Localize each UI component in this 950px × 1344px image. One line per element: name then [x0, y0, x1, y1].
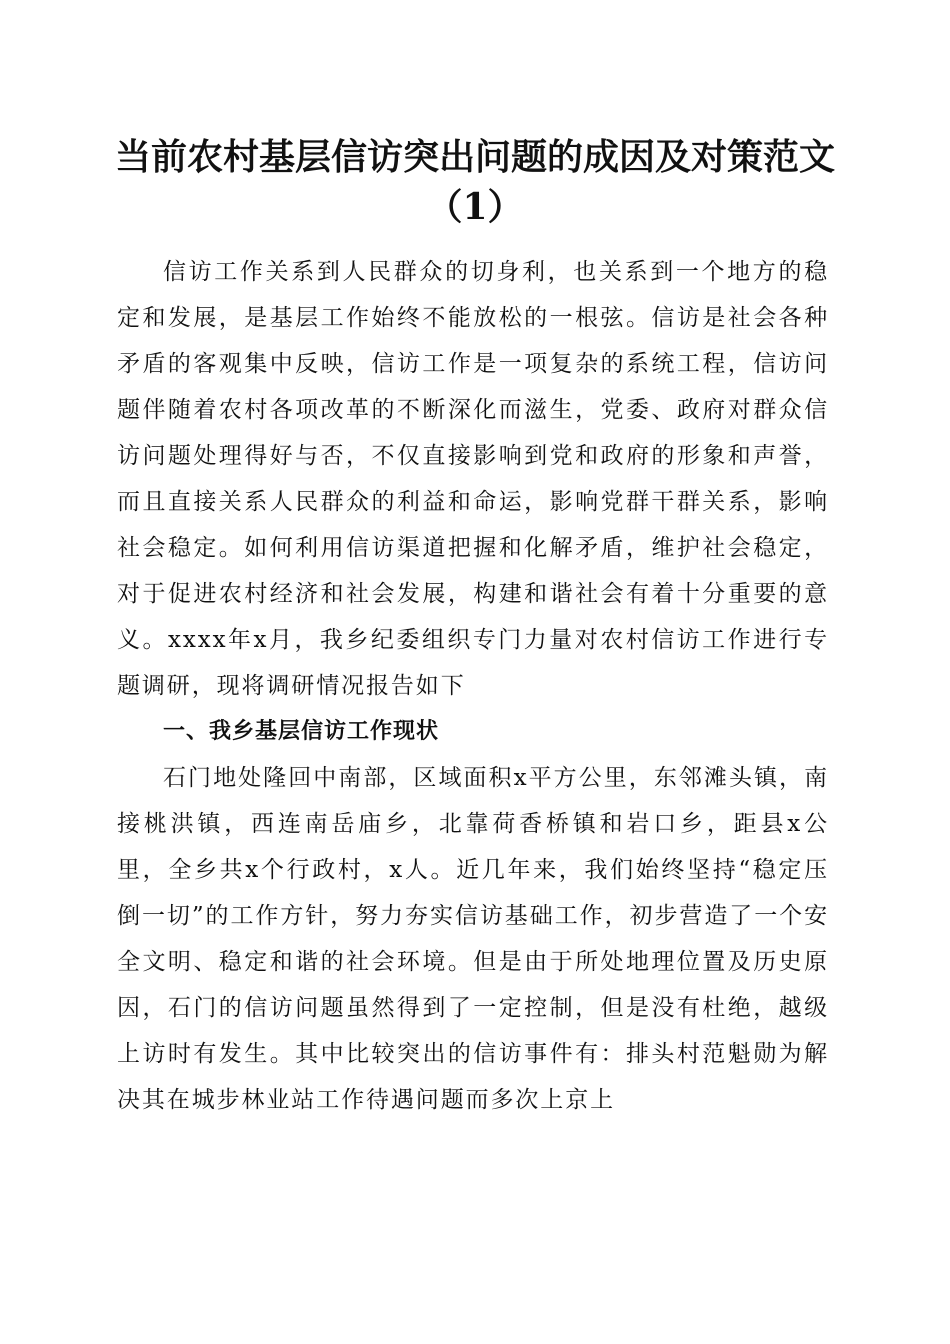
title-line-1: 当前农村基层信访突出问题的成因及对策范文 [114, 136, 835, 178]
section-heading: 一、我乡基层信访工作现状 [163, 719, 440, 744]
document-body [117, 249, 829, 1123]
title-line-2: （1） [426, 186, 524, 228]
document-title [110, 132, 840, 232]
paragraph-intro: 信访工作关系到人民群众的切身利，也关系到一个地方的稳定和发展，是基层工作始终不能放松的一根弦。信访是社会各种矛盾的客观集中反映，信访工作是一项复杂的系统工程，信访问题伴随着农村各项改革的不断深化而滋生，党委、政府对群众信访问题处理得好与否，不仅直接影响到党和政府的形象和声誉，而且直接关系人民群众的利益和命运，影响党群干群关系，影响社会稳定。如何利用信访渠道把握和化解矛盾，维护社会稳定，对于促进农村经济和社会发展，构建和谐社会有着十分重要的意义。xxxx年x月，我乡纪委组织专门力量对农村信访工作进行专题调研，现将调研情况报告如下 [117, 259, 829, 699]
paragraph-status: 石门地处隆回中南部，区域面积x平方公里，东邻滩头镇，南接桃洪镇，西连南岳庙乡，北靠荷香桥镇和岩口乡，距县x公里，全乡共x个行政村，x人。近几年来，我们始终坚持“稳定压倒一切”的工作方针，努力夯实信访基础工作，初步营造了一个安全文明、稳定和谐的社会环境。但是由于所处地理位置及历史原因，石门的信访问题虽然得到了一定控制，但是没有杜绝，越级上访时有发生。其中比较突出的信访事件有：排头村范魁勋为解决其在城步林业站工作待遇问题而多次上京上 [117, 765, 829, 1113]
